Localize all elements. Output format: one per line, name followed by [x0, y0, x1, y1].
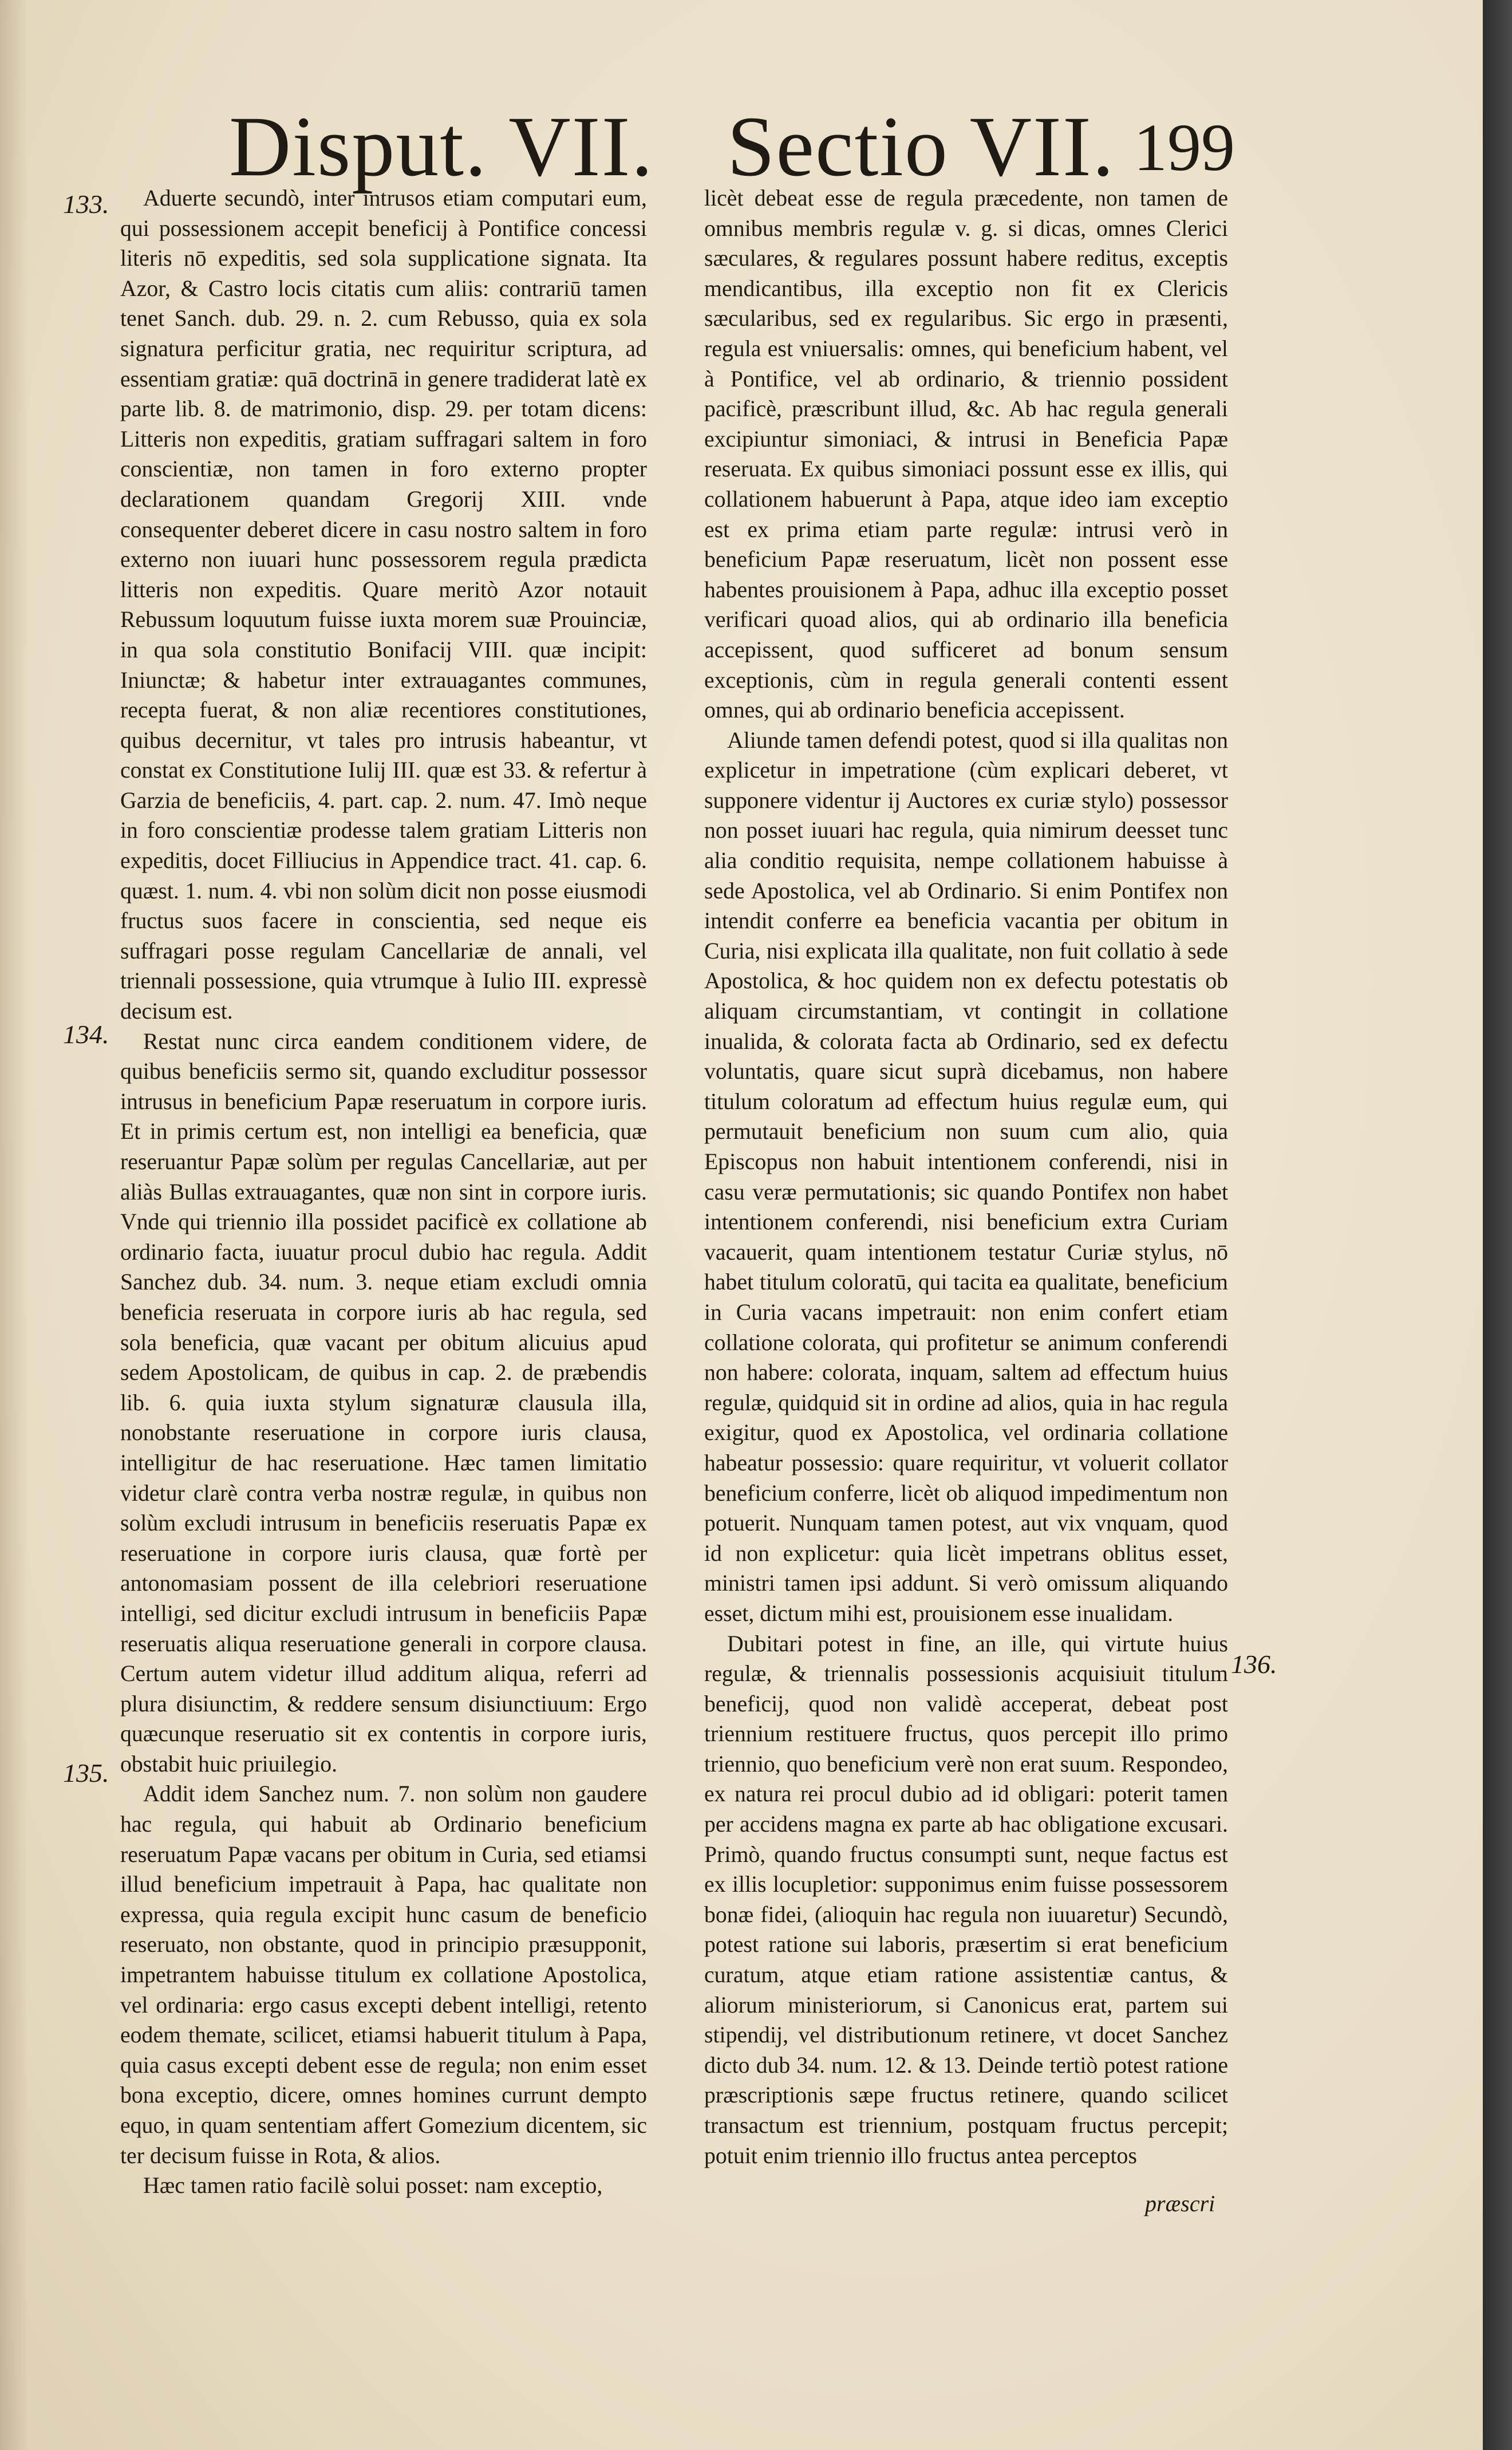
margin-number-133: 133.: [63, 190, 109, 219]
catchword: præscri: [1145, 2191, 1215, 2216]
page-number: 199: [1134, 110, 1235, 185]
left-column: [120, 183, 647, 2201]
header-disputation: Disput. VII.: [229, 99, 654, 194]
paragraph-136: Dubitari potest in fine, an ille, qui virtute huius regulæ, & triennalis possessionis acquisiuit titulum beneficij, quod non validè acceperat, debeat post triennium restituere fructus, quos percepit illo primo triennio, quo beneficium verè non erat suum. Respondeo, ex natura rei procul dubio ad id obligari: poterit tamen per accidens magna ex parte ab hac obligatione excusari. Primò, quando fructus consumpti sunt, neque factus est ex illis locupletior: supponimus enim fuisse possessorem bonæ fidei, (alioquin hac regula non iuuaretur) Secundò, potest ratione sui laboris, præsertim si erat beneficium curatum, atque etiam ratione assistentiæ cantus, & aliorum ministeriorum, si Canonicus erat, partem sui stipendij, vel distributionum retinere, vt docet Sanchez dicto dub 34. num. 12. & 13. Deinde tertiò potest ratione præscriptionis sæpe fructus retinere, quando scilicet transactum est triennium, postquam fructus percepit; potuit enim triennio illo fructus antea perceptos: [704, 1631, 1228, 2168]
paragraph-right-continuation: licèt debeat esse de regula præcedente, non tamen de omnibus membris regulæ v. g. si dicas, omnes Clerici sæculares, & regulares possunt habere reditus, exceptis mendicantibus, illa exceptio non fit ex Clericis sæcularibus, sed ex regularibus. Sic ergo in præsenti, regula est vniuersalis: omnes, qui beneficium habent, vel à Pontifice, vel ab ordinario, & triennio possident pacificè, præscribunt illud, &c. Ab hac regula generali excipiuntur simoniaci, & intrusi in Beneficia Papæ reseruata. Ex quibus simoniaci possunt esse ex illis, qui collationem habuerunt à Papa, atque ideo iam exceptio est ex prima etiam parte regulæ: intrusi verò in beneficium Papæ reseruatum, licèt non possent esse habentes prouisionem à Papa, adhuc illa exceptio posset verificari quoad alios, qui ab ordinario illa beneficia accepissent, quod sufficeret ad bonum sensum exceptionis, cùm in regula generali contenti essent omnes, qui ab ordinario beneficia accepissent.: [704, 186, 1228, 723]
right-column: [704, 183, 1228, 2171]
running-header: [0, 80, 1483, 194]
header-section: Sectio VII.: [727, 99, 1115, 194]
paragraph-133: Aduerte secundò, inter intrusos etiam computari eum, qui possessionem accepit beneficij à Pontifice concessi literis nō expeditis, sed sola supplicatione signata. Ita Azor, & Castro locis citatis cum aliis: contrariū tamen tenet Sanch. dub. 29. n. 2. cum Rebusso, quia ex sola signatura perficitur gratia, nec requiritur scriptura, ad essentiam gratiæ: quā doctrinā in genere tradiderat latè ex parte lib. 8. de matrimonio, disp. 29. per totam dicens: Litteris non expeditis, gratiam suffragari saltem in foro conscientiæ, non tamen in foro externo propter declarationem quandam Gregorij XIII. vnde consequenter deberet dicere in casu nostro saltem in foro externo non iuuari hunc possessorem regula prædicta litteris non expeditis. Quare meritò Azor notauit Rebussum loquutum fuisse iuxta morem suæ Prouinciæ, in qua sola constitutio Bonifacij VIII. quæ incipit: Iniunctæ; & habetur inter extrauagantes communes, recepta fuerat, & non aliæ recentiores constitutiones, quibus decernitur, vt tales pro intrusis habeantur, vt constat ex Constitutione Iulij III. quæ est 33. & refertur à Garzia de beneficiis, 4. part. cap. 2. num. 47. Imò neque in foro conscientiæ prodesse talem gratiam Litteris non expeditis, docet Filliucius in Appendice tract. 41. cap. 6. quæst. 1. num. 4. vbi non solùm dicit non posse eiusmodi fructus suos facere in conscientia, sed neque eis suffragari posse regulam Cancellariæ de annali, vel triennali possessione, quia vtrumque à Iulio III. expressè decisum est.: [120, 186, 647, 1024]
paragraph-135: Addit idem Sanchez num. 7. non solùm non gaudere hac regula, qui habuit ab Ordinario beneficium reseruatum Papæ vacans per obitum in Curia, sed etiamsi illud beneficium impetrauit à Papa, hac qualitate non expressa, quia regula excipit hunc casum de beneficio reseruato, non obstante, quod in principio præsupponit, impetrantem habuisse titulum ex collatione Apostolica, vel ordinaria: ergo casus excepti debent intelligi, retento eodem themate, scilicet, etiamsi habuerit titulum à Papa, quia casus excepti debent esse de regula; non enim esset bona exceptio, dicere, omnes homines currunt dempto equo, in quam sententiam affert Gomezium dicentem, sic ter decisum fuisse in Rota, & alios.: [120, 1781, 647, 2168]
margin-number-134: 134.: [63, 1020, 109, 1049]
paragraph-aliunde: Aliunde tamen defendi potest, quod si illa qualitas non explicetur in impetratione (cùm explicari deberet, vt supponere videntur ij Auctores ex curiæ stylo) possessor non posset iuuari hac regula, quia nimirum deesset tunc alia conditio requisita, nempe collationem habuisse à sede Apostolica, vel ab Ordinario. Si enim Pontifex non intendit conferre ea beneficia vacantia per obitum in Curia, nisi explicata illa qualitate, non fuit collatio à sede Apostolica, & hoc quidem non ex defectu potestatis ob aliquam circumstantiam, vt contingit in collatione inualida, & colorata facta ab Ordinario, sed ex defectu voluntatis, quare sicut suprà dicebamus, non habere titulum coloratum ad effectum huius regulæ eum, qui permutauit beneficium non suum cum alio, quia Episcopus non habuit intentionem conferendi, nisi in casu veræ permutationis; sic quando Pontifex non habet intentionem conferendi, nisi beneficium extra Curiam vacauerit, quam intentionem testatur Curiæ stylus, nō habet titulum coloratū, qui tacita ea qualitate, beneficium in Curia vacans impetrauit: non enim confert etiam collatione colorata, qui profitetur se animum conferendi non habere: colorata, inquam, saltem ad effectum huius regulæ, quidquid sit in ordine ad alios, quia in hac regula exigitur, quod ex Apostolica, vel ordinaria collatione habeatur possessio: quare requiritur, vt voluerit collator beneficium conferre, licèt ob aliquod impedimentum non potuerit. Nunquam tamen potest, aut vix vnquam, quod id non explicetur: quia licèt impetrans oblitus esset, ministri tamen ipsi addunt. Si verò omissum aliquando esset, dictum mihi est, prouisionem esse inualidam.: [704, 727, 1228, 1626]
margin-number-135: 135.: [63, 1758, 109, 1788]
margin-number-136: 136.: [1231, 1650, 1277, 1679]
scan-edge: [1483, 0, 1512, 2450]
paragraph-left-end: Hæc tamen ratio facilè solui posset: nam exceptio,: [143, 2173, 603, 2199]
paragraph-134: Restat nunc circa eandem conditionem videre, de quibus beneficiis sermo sit, quando excluditur possessor intrusus in beneficium Papæ reseruatum in corpore iuris. Et in primis certum est, non intelligi ea beneficia, quæ reseruantur Papæ solùm per regulas Cancellariæ, aut per aliàs Bullas extrauagantes, quæ non sint in corpore iuris. Vnde qui triennio illa possidet pacificè ex collatione ab ordinario facta, iuuatur procul dubio hac regula. Addit Sanchez dub. 34. num. 3. neque etiam excludi omnia beneficia reseruata in corpore iuris ab hac regula, sed sola beneficia, quæ vacant per obitum alicuius apud sedem Apostolicam, de quibus in cap. 2. de præbendis lib. 6. quia iuxta stylum signaturæ clausula illa, nonobstante reseruatione in corpore iuris clausa, intelligitur de hac reseruatione. Hæc tamen limitatio videtur clarè contra verba nostræ regulæ, in quibus non solùm excludi intrusum in beneficiis reseruatis Papæ ex reseruatione in corpore iuris clausa, quæ fortè per antonomasiam possent de illa celebriori reseruatione intelligi, sed dicitur excludi intrusum in beneficiis Papæ reseruatis aliqua reseruatione generali in corpore clausa. Certum autem videtur illud additum aliqua, referri ad plura disiunctim, & reddere sensum disiunctiuum: Ergo quæcunque reseruatio sit ex contentis in corpore iuris, obstabit huic priuilegio.: [120, 1028, 647, 1777]
gutter-shadow: [0, 0, 29, 2450]
